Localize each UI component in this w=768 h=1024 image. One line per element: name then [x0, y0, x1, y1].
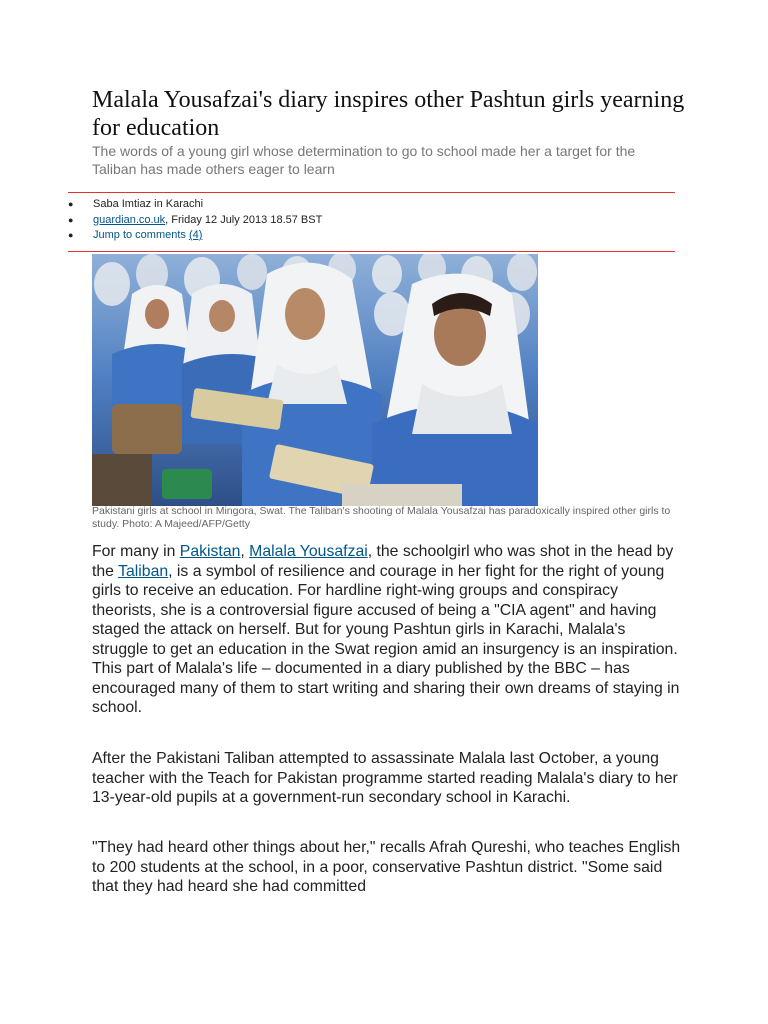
article-headline: Malala Yousafzai's diary inspires other Pashtun girls yearning for education: [92, 87, 685, 141]
comments-count-link[interactable]: (4): [188, 229, 203, 241]
publish-date: , Friday 12 July 2013 18.57 BST: [165, 213, 323, 226]
jump-to-comments-label[interactable]: Jump to comments: [93, 229, 189, 241]
meta-byline: [68, 197, 322, 213]
p1-lead: For many in: [92, 543, 180, 560]
p1-sep: ,: [240, 543, 250, 560]
body-paragraph-1: [92, 542, 682, 718]
body-paragraph-2: After the Pakistani Taliban attempted to assassinate Malala last October, a young teacher with the Teach for Pakistan programme started reading Malala's diary to her 13-year-old pupils at a government-run secondary school in Karachi.: [92, 750, 678, 806]
meta-bottom-divider: [68, 251, 675, 252]
link-taliban[interactable]: Taliban: [118, 562, 169, 580]
photo-caption: Pakistani girls at school in Mingora, Swat. The Taliban's shooting of Malala Yousafzai has paradoxically inspired other girls to study. Photo: A Majeed/AFP/Getty: [92, 505, 671, 530]
p1-rest: , is a symbol of resilience and courage in her fight for the right of young girls to receive an education. For hardline right-wing groups and conspiracy theorists, she is a controversial figure accused of being a "CIA agent" and having staged the attack on herself. But for young Pashtun girls in Karachi, Malala's struggle to get an education in the Swat region amid an insurgency is an inspiration. This part of Malala's life – documented in a diary published by the BBC – has encouraged many of them to start writing and sharing their own dreams of staying in school.: [92, 562, 680, 716]
meta-top-divider: [68, 192, 675, 193]
article-standfirst: The words of a young girl whose determination to go to school made her a target for the Taliban has made others eager to learn: [92, 143, 636, 177]
bullet-icon: ●: [68, 214, 74, 225]
link-malala-yousafzai[interactable]: Malala Yousafzai: [249, 543, 368, 560]
bullet-icon: ●: [68, 230, 74, 240]
link-pakistan[interactable]: Pakistan: [179, 543, 241, 560]
meta-comments: [68, 228, 322, 244]
article-meta-list: [68, 197, 322, 244]
body-paragraph-3: "They had heard other things about her," recalls Afrah Qureshi, who teaches English to 200 students at the school, in a poor, conservative Pashtun district. "Some said that they had heard she had committed: [92, 839, 681, 895]
bullet-icon: ●: [68, 199, 74, 209]
source-link[interactable]: guardian.co.uk: [93, 213, 166, 226]
meta-source: [68, 213, 322, 229]
schoolgirls-classroom-image: [92, 254, 538, 506]
byline-text: Saba Imtiaz in Karachi: [93, 198, 204, 210]
p1-mid: , the schoolgirl who was shot in the head by the: [92, 543, 674, 580]
article-photo: [92, 254, 538, 506]
